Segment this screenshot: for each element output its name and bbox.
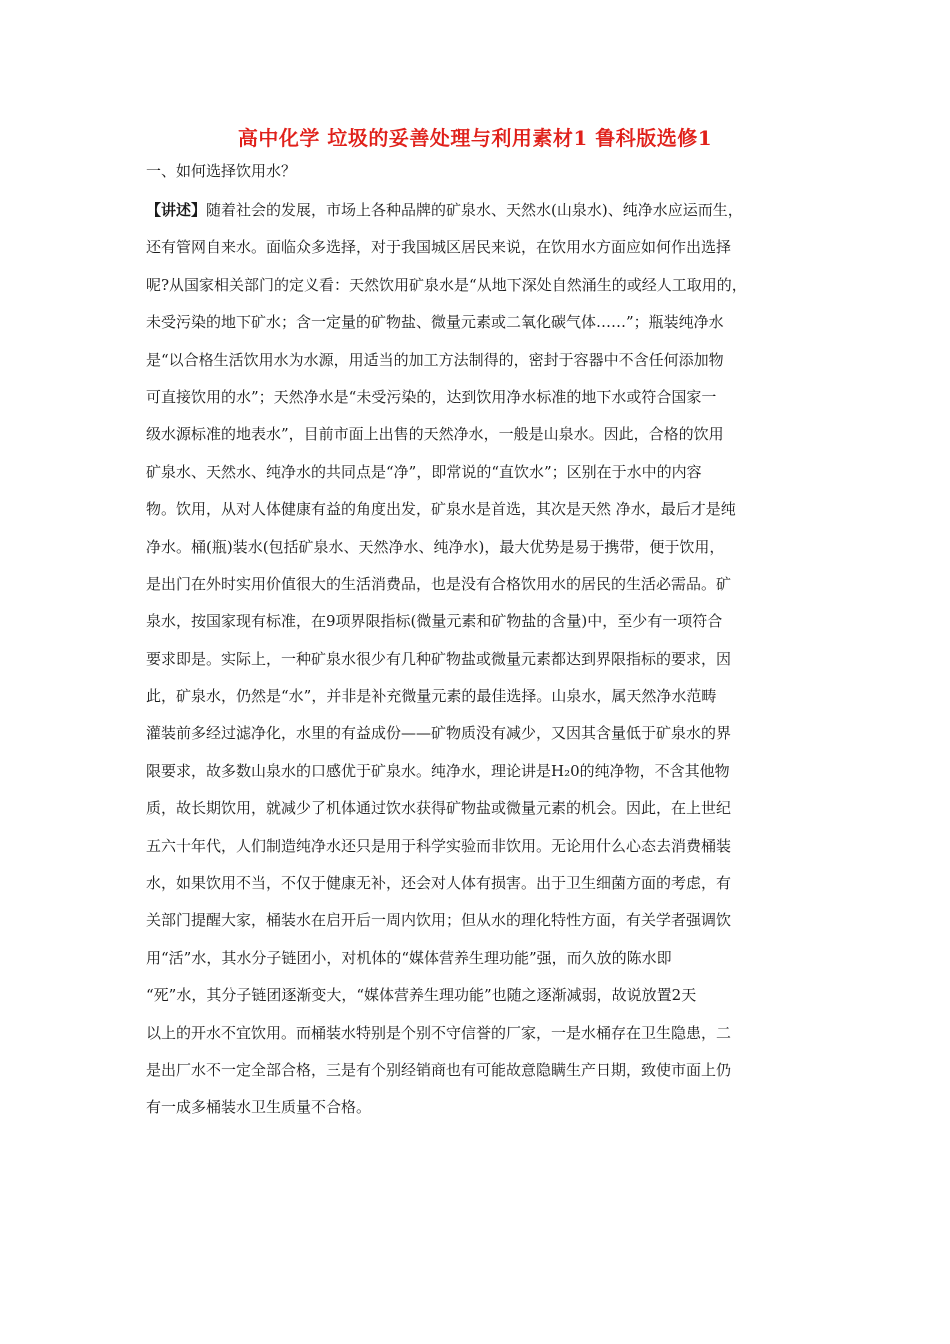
paragraph-line: 可直接饮用的水”；天然净水是“未受污染的，达到饮用净水标准的地下水或符合国家一 <box>146 387 717 406</box>
paragraph-line: 以上的开水不宜饮用。而桶装水特别是个别不守信誉的厂家，一是水桶存在卫生隐患，二 <box>146 1023 732 1042</box>
document-title: 高中化学 垃圾的妥善处理与利用素材1 鲁科版选修1 <box>237 126 713 150</box>
paragraph-line: 级水源标准的地表水”，目前市面上出售的天然净水，一般是山泉水。因此，合格的饮用 <box>146 425 724 444</box>
paragraph-line: 未受污染的地下矿水；含一定量的矿物盐、微量元素或二氧化碳气体……”；瓶装纯净水 <box>146 313 724 332</box>
paragraph-line: 五六十年代，人们制造纯净水还只是用于科学实验而非饮用。无论用什么心态去消费桶装 <box>146 836 732 855</box>
lead-tag: 【讲述】 <box>146 201 207 219</box>
paragraph-line: 关部门提醒大家，桶装水在启开后一周内饮用；但从水的理化特性方面，有关学者强调饮 <box>146 911 732 930</box>
line-text: 随着社会的发展，市场上各种品牌的矿泉水、天然水(山泉水)、纯净水应运而生， <box>206 201 743 219</box>
paragraph-line: 是“以合格生活饮用水为水源，用适当的加工方法制得的，密封于容器中不含任何添加物 <box>146 350 724 369</box>
paragraph-line <box>146 196 810 233</box>
paragraph-line: 灌装前多经过滤净化，水里的有益成份——矿物质没有减少，又因其含量低于矿泉水的界 <box>146 724 732 743</box>
paragraph-line: 水，如果饮用不当，不仅于健康无补，还会对人体有损害。出于卫生细菌方面的考虑，有 <box>146 874 732 893</box>
paragraph-line: 质，故长期饮用，就减少了机体通过饮水获得矿物盐或微量元素的机会。因此，在上世纪 <box>146 799 732 818</box>
paragraph-line: 要求即是。实际上，一种矿泉水很少有几种矿物盐或微量元素都达到界限指标的要求，因 <box>146 649 732 668</box>
paragraph-line: 限要求，故多数山泉水的口感优于矿泉水。纯净水，理论讲是H₂0的纯净物，不含其他物 <box>146 761 730 780</box>
paragraph-line: 是出门在外时实用价值很大的生活消费品，也是没有合格饮用水的居民的生活必需品。矿 <box>146 574 732 593</box>
paragraph-line: 有一成多桶装水卫生质量不合格。 <box>146 1098 372 1117</box>
paragraph-line: 此，矿泉水，仍然是“水”，并非是补充微量元素的最佳选择。山泉水，属天然净水范畴 <box>146 687 717 706</box>
section-heading: 一、如何选择饮用水？ <box>146 162 297 180</box>
paragraph-line: 物。饮用，从对人体健康有益的角度出发，矿泉水是首选，其次是天然 净水，最后才是纯 <box>146 500 736 519</box>
body-paragraph <box>146 196 810 1131</box>
paragraph-line: 用“活”水，其水分子链团小，对机体的“媒体营养生理功能”强，而久放的陈水即 <box>146 948 672 967</box>
paragraph-line: 呢?从国家相关部门的定义看：天然饮用矿泉水是“从地下深处自然涌生的或经人工取用的， <box>146 275 747 294</box>
paragraph-line: 还有管网自来水。面临众多选择，对于我国城区居民来说，在饮用水方面应如何作出选择 <box>146 238 732 257</box>
paragraph-line: 矿泉水、天然水、纯净水的共同点是“净”，即常说的“直饮水”；区别在于水中的内容 <box>146 462 702 481</box>
paragraph-line: 是出厂水不一定全部合格，三是有个别经销商也有可能故意隐瞒生产日期，致使市面上仍 <box>146 1060 732 1079</box>
paragraph-line: 泉水，按国家现有标准，在9项界限指标(微量元素和矿物盐的含量)中，至少有一项符合 <box>146 612 723 631</box>
paragraph-line: 净水。桶(瓶)装水(包括矿泉水、天然净水、纯净水)，最大优势是易于携带，便于饮用， <box>146 537 725 556</box>
paragraph-line: “死”水，其分子链团逐渐变大，“媒体营养生理功能”也随之逐渐减弱，故说放置2天 <box>146 986 697 1005</box>
